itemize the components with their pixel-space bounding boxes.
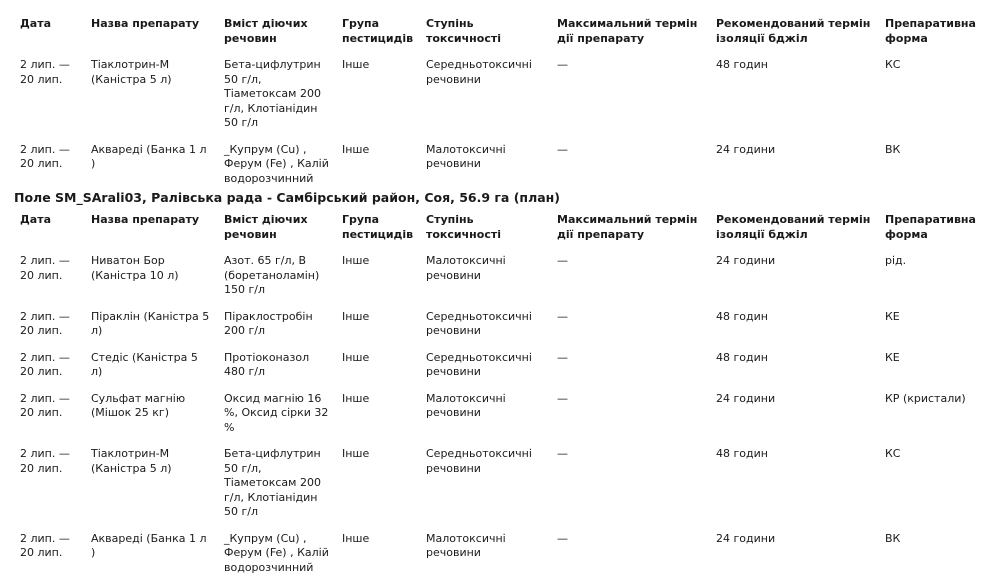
- header-pesticide-group: Група пестицидів: [336, 17, 420, 58]
- table-row: [14, 310, 986, 351]
- cell-bee-isolation: 24 години: [710, 143, 879, 199]
- cell-date: 2 лип. — 20 лип.: [14, 143, 85, 199]
- cell-pesticide-group: Інше: [336, 310, 420, 351]
- cell-pesticide-group: Інше: [336, 532, 420, 587]
- treatment-table: [14, 17, 986, 198]
- cell-toxicity: Середньотоксичні речовини: [420, 58, 551, 143]
- field-title: Поле SM_SArali03, Ралівська рада - Самбірський район, Соя, 56.9 га (план): [14, 190, 560, 206]
- cell-product-name: Тіаклотрин-М (Каністра 5 л): [85, 58, 218, 143]
- cell-product-name: Аквареді (Банка 1 л ): [85, 532, 218, 587]
- cell-date: 2 лип. — 20 лип.: [14, 351, 85, 392]
- cell-pesticide-group: Інше: [336, 254, 420, 310]
- cell-toxicity: Малотоксичні речовини: [420, 143, 551, 199]
- cell-active-substances: Піраклостробін 200 г/л: [218, 310, 336, 351]
- table-row: [14, 254, 986, 310]
- cell-date: 2 лип. — 20 лип.: [14, 310, 85, 351]
- cell-active-substances: _Купрум (Cu) , Ферум (Fe) , Калій водорозчинний: [218, 532, 336, 587]
- cell-active-substances: Бета-цифлутрин 50 г/л, Тіаметоксам 200 г/л, Клотіанідин 50 г/л: [218, 58, 336, 143]
- cell-formulation: КЕ: [879, 351, 986, 392]
- cell-formulation: КС: [879, 447, 986, 532]
- table-row: [14, 447, 986, 532]
- cell-pesticide-group: Інше: [336, 392, 420, 448]
- header-toxicity: Ступінь токсичності: [420, 213, 551, 254]
- header-active-substances: Вміст діючих речовин: [218, 213, 336, 254]
- cell-bee-isolation: 48 годин: [710, 310, 879, 351]
- cell-product-name: Тіаклотрин-М (Каністра 5 л): [85, 447, 218, 532]
- cell-toxicity: Середньотоксичні речовини: [420, 447, 551, 532]
- cell-toxicity: Малотоксичні речовини: [420, 532, 551, 587]
- treatment-table-1: [14, 17, 986, 198]
- table-header-row: [14, 17, 986, 58]
- treatment-table-2: [14, 213, 986, 587]
- cell-toxicity: Середньотоксичні речовини: [420, 351, 551, 392]
- cell-max-duration: —: [551, 143, 710, 199]
- cell-max-duration: —: [551, 532, 710, 587]
- cell-active-substances: Оксид магнію 16 %, Оксид сірки 32 %: [218, 392, 336, 448]
- cell-product-name: Ниватон Бор (Каністра 10 л): [85, 254, 218, 310]
- header-formulation: Препаративна форма: [879, 17, 986, 58]
- cell-date: 2 лип. — 20 лип.: [14, 532, 85, 587]
- cell-active-substances: Азот. 65 г/л, В (боретаноламін) 150 г/л: [218, 254, 336, 310]
- cell-formulation: ВК: [879, 532, 986, 587]
- cell-toxicity: Середньотоксичні речовини: [420, 310, 551, 351]
- cell-date: 2 лип. — 20 лип.: [14, 447, 85, 532]
- header-date: Дата: [14, 213, 85, 254]
- table-header-row: [14, 213, 986, 254]
- cell-bee-isolation: 24 години: [710, 392, 879, 448]
- cell-bee-isolation: 48 годин: [710, 58, 879, 143]
- cell-pesticide-group: Інше: [336, 143, 420, 199]
- treatment-table: [14, 213, 986, 587]
- header-bee-isolation: Рекомендований термін ізоляції бджіл: [710, 213, 879, 254]
- table-row: [14, 58, 986, 143]
- cell-pesticide-group: Інше: [336, 58, 420, 143]
- cell-max-duration: —: [551, 58, 710, 143]
- cell-max-duration: —: [551, 447, 710, 532]
- cell-product-name: Сульфат магнію (Мішок 25 кг): [85, 392, 218, 448]
- header-product-name: Назва препарату: [85, 17, 218, 58]
- header-formulation: Препаративна форма: [879, 213, 986, 254]
- header-bee-isolation: Рекомендований термін ізоляції бджіл: [710, 17, 879, 58]
- cell-pesticide-group: Інше: [336, 351, 420, 392]
- cell-formulation: ВК: [879, 143, 986, 199]
- cell-product-name: Стедіс (Каністра 5 л): [85, 351, 218, 392]
- cell-formulation: КЕ: [879, 310, 986, 351]
- cell-max-duration: —: [551, 392, 710, 448]
- cell-product-name: Аквареді (Банка 1 л ): [85, 143, 218, 199]
- cell-max-duration: —: [551, 351, 710, 392]
- table-row: [14, 532, 986, 587]
- cell-toxicity: Малотоксичні речовини: [420, 392, 551, 448]
- cell-active-substances: _Купрум (Cu) , Ферум (Fe) , Калій водорозчинний: [218, 143, 336, 199]
- cell-formulation: КР (кристали): [879, 392, 986, 448]
- cell-formulation: КС: [879, 58, 986, 143]
- header-active-substances: Вміст діючих речовин: [218, 17, 336, 58]
- cell-date: 2 лип. — 20 лип.: [14, 58, 85, 143]
- cell-bee-isolation: 24 години: [710, 532, 879, 587]
- header-max-duration: Максимальний термін дії препарату: [551, 213, 710, 254]
- table-row: [14, 351, 986, 392]
- cell-bee-isolation: 24 години: [710, 254, 879, 310]
- cell-product-name: Піраклін (Каністра 5 л): [85, 310, 218, 351]
- header-product-name: Назва препарату: [85, 213, 218, 254]
- table-row: [14, 392, 986, 448]
- cell-toxicity: Малотоксичні речовини: [420, 254, 551, 310]
- cell-date: 2 лип. — 20 лип.: [14, 392, 85, 448]
- cell-max-duration: —: [551, 310, 710, 351]
- cell-max-duration: —: [551, 254, 710, 310]
- cell-active-substances: Протіоконазол 480 г/л: [218, 351, 336, 392]
- header-toxicity: Ступінь токсичності: [420, 17, 551, 58]
- header-date: Дата: [14, 17, 85, 58]
- cell-formulation: рід.: [879, 254, 986, 310]
- header-max-duration: Максимальний термін дії препарату: [551, 17, 710, 58]
- cell-bee-isolation: 48 годин: [710, 447, 879, 532]
- header-pesticide-group: Група пестицидів: [336, 213, 420, 254]
- cell-active-substances: Бета-цифлутрин 50 г/л, Тіаметоксам 200 г/л, Клотіанідин 50 г/л: [218, 447, 336, 532]
- cell-pesticide-group: Інше: [336, 447, 420, 532]
- cell-bee-isolation: 48 годин: [710, 351, 879, 392]
- cell-date: 2 лип. — 20 лип.: [14, 254, 85, 310]
